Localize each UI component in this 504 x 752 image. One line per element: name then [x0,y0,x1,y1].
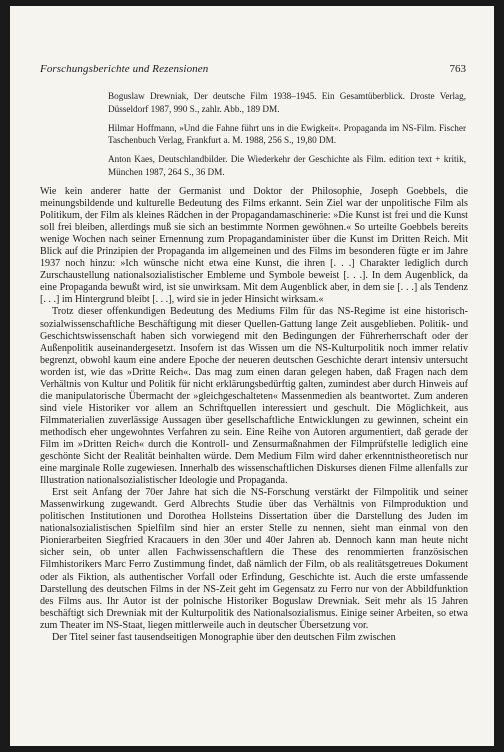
body-paragraph: Der Titel seiner fast tausendseitigen Monographie über den deutschen Film zwischen [52,631,396,643]
section-title: Forschungsberichte und Rezensionen [40,63,209,75]
book-reference: Anton Kaes, Deutschlandbilder. Die Wiederkehr der Geschichte als Film. edition text + kritik, München 1987, 264 S., 36 DM. [108,154,466,177]
journal-page [10,6,494,746]
body-paragraph: Erst seit Anfang der 70er Jahre hat sich die NS-Forschung verstärkt der Filmpolitik und seiner Massenwirkung zugewandt. Gerd Albrechts Studie über das Verhältnis von Filmproduktion und politischen Institutionen und Dorothea Hollsteins Dissertation über die Darstellung des Juden im nationalsozialistischen Spielfilm sind hier an erster Stelle zu nennen, sieht man einmal von den Pionierarbeiten Siegfried Kracauers in den 30er und 40er Jahren ab. Dennoch kann man heute nicht sicher sein, ob unter allen Fachwissenschaftlern die These des renommierten französischen Filmhistorikers Marc Ferro Zustimmung findet, daß nämlich der Film, ob als realitätsgetreues Dokument oder als Fiktion, als authentischer Vorfall oder Erfindung, Geschichte ist. Auch die erste umfassende Darstellung des deutschen Films in der NS-Zeit geht im Gegensatz zu Ferro nur von der Abbildfunktion des Films aus. Ihr Autor ist der polnische Historiker Boguslaw Drewniak. Seit mehr als 15 Jahren beschäftigt sich Drewniak mit der Kulturpolitik des Nationalsozialismus. Einige seiner Arbeiten, so etwa zum Theater im NS-Staat, liegen mittlerweile auch in deutscher Übersetzung vor. [40,487,468,631]
page-number: 763 [449,63,466,75]
running-header [40,63,468,77]
body-paragraph: Wie kein anderer hatte der Germanist und Doktor der Philosophie, Joseph Goebbels, die meinungsbildende und kulturelle Bedeutung des Films erkannt. Sein Ziel war der unpolitische Film als Politikum, der Film als kleines Rädchen in der Propagandamaschinerie: »Die Kunst ist frei und die Kunst soll frei bleiben, allerdings muß sie sich an bestimmte Normen gewöhnen.« So urteilte Goebbels bereits wenige Wochen nach seiner Ernennung zum Propagandaminister über die Kunst im Dritten Reich. Mit Blick auf die Prinzipien der Propaganda im allgemeinen und des Films im besonderen fügte er im Jahre 1937 noch hinzu: »Ich wünsche nicht etwa eine Kunst, die ihren [. . .] Charakter lediglich durch Zurschaustellung nationalsozialistischer Embleme und Symbole beweist [. . .]. In dem Augenblick, da eine Propaganda bewußt wird, ist sie unwirksam. Mit dem Augenblick aber, in dem sie [. . .] als Tendenz [. . .] im Hintergrund bleibt [. . .], wird sie in jeder Hinsicht wirksam.« [40,186,468,306]
article-body [40,186,468,644]
reviewed-books-list [108,90,466,185]
book-reference: Hilmar Hoffmann, »Und die Fahne führt uns in die Ewigkeit«. Propaganda im NS-Film. Fischer Taschenbuch Verlag, Frankfurt a. M. 1988, 256 S., 19,80 DM. [108,122,466,146]
book-reference: Boguslaw Drewniak, Der deutsche Film 1938–1945. Ein Gesamtüberblick. Droste Verlag, Düsseldorf 1987, 990 S., zahlr. Abb., 189 DM. [108,91,466,114]
body-paragraph: Trotz dieser offenkundigen Bedeutung des Mediums Film für das NS-Regime ist eine historisch-sozialwissenschaftliche Beschäftigung mit dieser Quellen-Gattung lange Zeit ausgeblieben. Politik- und Geschichtswissenschaft haben sich vorwiegend mit den Bedingungen der Führerherrschaft oder der Außenpolitik auseinandergesetzt. Insofern ist das Wissen um die NS-Kulturpolitik noch immer relativ begrenzt, obwohl kaum eine andere Epoche der neueren deutschen Geschichte derart intensiv untersucht worden ist, wie das »Dritte Reich«. Das mag zum einen daran gelegen haben, daß Fragen nach dem Verhältnis von Kultur und Politik für nicht erklärungsbedürftig galten, zumindest aber durch Hinweis auf die manipulatorische Übermacht der »gleichgeschalteten« Massenmedien als beantwortet. Zum anderen sind viele Historiker vor allem an Schriftquellen interessiert und geschult. Die Möglichkeit, aus Filmmaterialien zuverlässige Aussagen über gesellschaftliche Entwicklungen zu gewinnen, scheint ein methodisch eher ungewohntes Verfahren zu sein. Eine Reihe von Autoren argumentiert, daß gerade der Film im »Dritten Reich« durch die Kontroll- und Zensurmaßnahmen der Filmprüfstelle lediglich eine geschönte Sicht der Realität beinhalten würde. Dem Medium Film wird daher erkenntnistheoretisch nur eine marginale Rolle zugewiesen. Innerhalb des wissenschaftlichen Diskurses dienen Filme allenfalls zur Illustration nationalsozialistischer Ideologie und Propaganda. [40,306,468,487]
